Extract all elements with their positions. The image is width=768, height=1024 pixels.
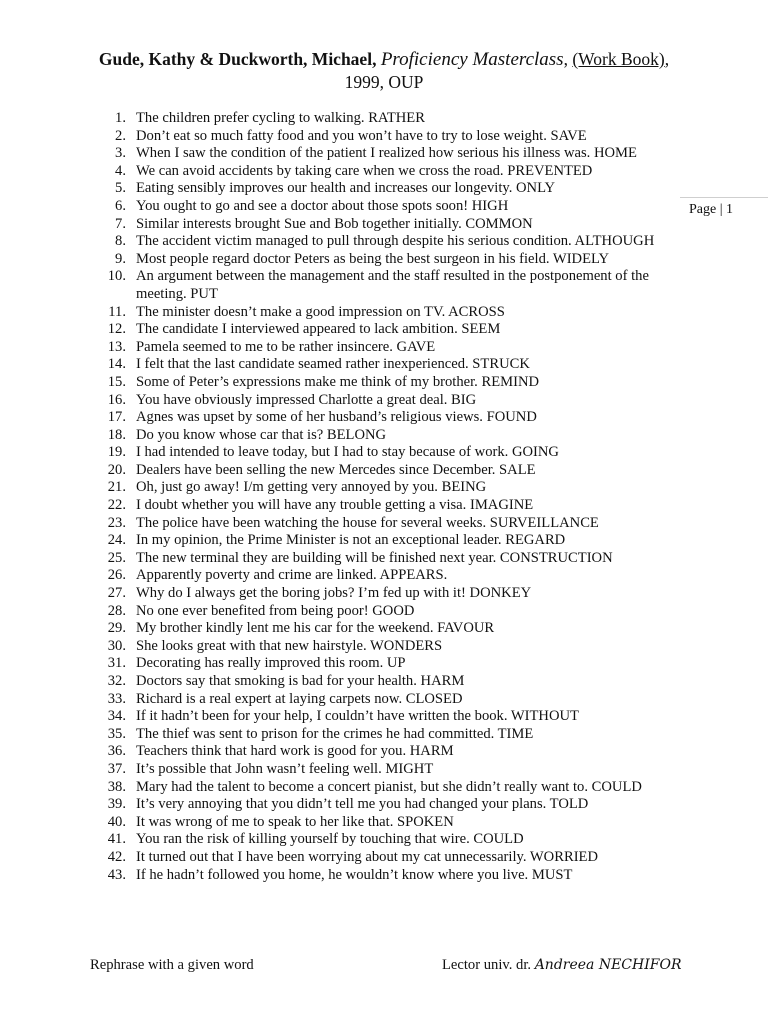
exercise-text: The accident victim managed to pull through despite his serious condition. ALTHOUGH bbox=[136, 233, 655, 250]
exercise-number: 33. bbox=[107, 690, 126, 707]
exercise-text: If it hadn’t been for your help, I couldn’t have written the book. WITHOUT bbox=[136, 708, 579, 725]
exercise-item bbox=[0, 233, 768, 251]
exercise-item bbox=[0, 356, 768, 374]
exercise-text: You ran the risk of killing yourself by touching that wire. COULD bbox=[136, 831, 524, 848]
exercise-number: 21. bbox=[107, 479, 126, 496]
exercise-number: 24. bbox=[107, 532, 126, 549]
exercise-item bbox=[0, 567, 768, 585]
exercise-number: 42. bbox=[107, 848, 126, 865]
citation-separator: , bbox=[563, 49, 568, 69]
exercise-text: Doctors say that smoking is bad for your health. HARM bbox=[136, 673, 465, 689]
exercise-item bbox=[0, 444, 768, 462]
exercise-item bbox=[0, 691, 768, 709]
exercise-text: I felt that the last candidate seamed rather inexperienced. STRUCK bbox=[136, 356, 530, 373]
exercise-number: 29. bbox=[107, 620, 126, 637]
exercise-item bbox=[0, 743, 768, 761]
footer-author bbox=[442, 957, 682, 974]
exercise-item bbox=[0, 849, 768, 867]
exercise-item bbox=[0, 585, 768, 603]
exercise-text: Pamela seemed to me to be rather insincere. GAVE bbox=[136, 338, 436, 355]
exercise-text: Why do I always get the boring jobs? I’m fed up with it! DONKEY bbox=[136, 585, 532, 602]
exercise-number: 35. bbox=[107, 725, 126, 742]
exercise-item bbox=[0, 479, 768, 497]
exercise-number: 6. bbox=[115, 197, 126, 214]
exercise-text: The new terminal they are building will be finished next year. CONSTRUCTION bbox=[136, 549, 613, 566]
exercise-text: An argument between the management and the staff resulted in the postponement of the meeting. PUT bbox=[136, 268, 649, 302]
exercise-item bbox=[0, 831, 768, 849]
exercise-number: 27. bbox=[107, 585, 126, 602]
exercise-number: 20. bbox=[107, 461, 126, 478]
exercise-text: She looks great with that new hairstyle. WONDERS bbox=[136, 637, 443, 654]
exercise-number: 22. bbox=[107, 497, 126, 514]
exercise-number: 7. bbox=[115, 215, 126, 232]
exercise-item bbox=[0, 814, 768, 832]
exercise-number: 5. bbox=[115, 180, 126, 197]
exercise-text: Richard is a real expert at laying carpets now. CLOSED bbox=[136, 690, 463, 707]
exercise-text: I had intended to leave today, but I had to stay because of work. GOING bbox=[136, 444, 559, 461]
exercise-item bbox=[0, 867, 768, 885]
exercise-text: It’s very annoying that you didn’t tell me you had changed your plans. TOLD bbox=[136, 796, 589, 813]
exercise-number: 37. bbox=[107, 760, 126, 777]
exercise-item bbox=[0, 427, 768, 445]
exercise-item bbox=[0, 180, 768, 198]
exercise-item bbox=[0, 110, 768, 128]
exercise-text: My brother kindly lent me his car for the weekend. FAVOUR bbox=[136, 620, 495, 637]
exercise-number: 23. bbox=[107, 514, 126, 531]
exercise-item bbox=[0, 198, 768, 216]
exercise-number: 38. bbox=[107, 778, 126, 795]
exercise-number: 39. bbox=[107, 796, 126, 813]
exercise-item bbox=[0, 321, 768, 339]
footer-instruction: Rephrase with a given word bbox=[90, 957, 254, 973]
exercise-text: Similar interests brought Sue and Bob together initially. COMMON bbox=[136, 215, 533, 232]
exercise-item bbox=[0, 708, 768, 726]
exercise-item bbox=[0, 145, 768, 163]
exercise-number: 41. bbox=[107, 831, 126, 848]
citation-separator: , bbox=[664, 49, 670, 69]
page-number: Page | 1 bbox=[689, 202, 734, 217]
exercise-text: Agnes was upset by some of her husband’s religious views. FOUND bbox=[136, 409, 537, 426]
exercise-number: 3. bbox=[115, 145, 126, 162]
exercise-number: 18. bbox=[107, 426, 126, 443]
exercise-item bbox=[0, 163, 768, 181]
exercise-text: Most people regard doctor Peters as being the best surgeon in his field. WIDELY bbox=[136, 250, 609, 267]
exercise-number: 2. bbox=[115, 127, 126, 144]
exercise-text: You ought to go and see a doctor about those spots soon! HIGH bbox=[136, 197, 509, 214]
exercise-text: Eating sensibly improves our health and increases our longevity. ONLY bbox=[136, 180, 556, 197]
exercise-number: 14. bbox=[107, 356, 126, 373]
exercise-number: 36. bbox=[107, 743, 126, 760]
exercise-item bbox=[0, 392, 768, 410]
exercise-item bbox=[0, 620, 768, 638]
exercise-text: The police have been watching the house for several weeks. SURVEILLANCE bbox=[136, 514, 599, 531]
exercise-text: I doubt whether you will have any trouble getting a visa. IMAGINE bbox=[136, 497, 534, 514]
exercise-item bbox=[0, 673, 768, 691]
exercise-item bbox=[0, 339, 768, 357]
exercise-number: 17. bbox=[107, 409, 126, 426]
exercise-number: 34. bbox=[107, 708, 126, 725]
exercise-text: The minister doesn’t make a good impression on TV. ACROSS bbox=[136, 303, 505, 320]
citation-line-1 bbox=[20, 48, 748, 71]
exercise-number: 30. bbox=[107, 637, 126, 654]
footer-author-title: Lector univ. dr. bbox=[442, 957, 532, 973]
exercise-item bbox=[0, 761, 768, 779]
exercise-item bbox=[0, 462, 768, 480]
exercise-item bbox=[0, 726, 768, 744]
exercise-item bbox=[0, 268, 768, 303]
exercise-number: 26. bbox=[107, 567, 126, 584]
exercise-item bbox=[0, 409, 768, 427]
exercise-number: 43. bbox=[107, 866, 126, 883]
exercise-item bbox=[0, 497, 768, 515]
citation-authors: Gude, Kathy & Duckworth, Michael, bbox=[98, 49, 377, 69]
exercise-text: The candidate I interviewed appeared to lack ambition. SEEM bbox=[136, 321, 501, 338]
exercise-number: 16. bbox=[107, 391, 126, 408]
exercise-text: The thief was sent to prison for the crimes he had committed. TIME bbox=[136, 725, 534, 742]
exercise-item bbox=[0, 550, 768, 568]
exercise-number: 10. bbox=[107, 268, 126, 285]
citation-edition: (Work Book) bbox=[572, 49, 665, 69]
exercise-number: 8. bbox=[115, 233, 126, 250]
exercise-text: Some of Peter’s expressions make me think of my brother. REMIND bbox=[136, 373, 540, 390]
citation-header bbox=[20, 48, 748, 93]
exercise-text: Do you know whose car that is? BELONG bbox=[136, 426, 387, 443]
exercise-number: 19. bbox=[107, 444, 126, 461]
exercise-item bbox=[0, 216, 768, 234]
citation-publication: 1999, OUP bbox=[344, 72, 424, 92]
citation-book-title: Proficiency Masterclass bbox=[380, 49, 564, 70]
exercise-number: 1. bbox=[115, 110, 126, 126]
exercise-number: 9. bbox=[115, 250, 126, 267]
exercise-text: Dealers have been selling the new Mercedes since December. SALE bbox=[136, 461, 536, 478]
exercise-text: Mary had the talent to become a concert pianist, but she didn’t really want to. COULD bbox=[136, 778, 642, 795]
exercise-text: It turned out that I have been worrying about my cat unnecessarily. WORRIED bbox=[136, 848, 599, 865]
exercise-text: We can avoid accidents by taking care when we cross the road. PREVENTED bbox=[136, 162, 593, 179]
exercise-item bbox=[0, 655, 768, 673]
exercise-text: Apparently poverty and crime are linked. APPEARS. bbox=[136, 567, 448, 584]
exercise-number: 28. bbox=[107, 602, 126, 619]
exercise-number: 11. bbox=[108, 303, 126, 320]
exercise-item bbox=[0, 796, 768, 814]
exercise-text: The children prefer cycling to walking. RATHER bbox=[136, 110, 425, 126]
exercise-number: 15. bbox=[107, 373, 126, 390]
exercise-item bbox=[0, 304, 768, 322]
exercise-text: You have obviously impressed Charlotte a great deal. BIG bbox=[136, 391, 477, 408]
exercise-number: 13. bbox=[107, 338, 126, 355]
exercise-text: Decorating has really improved this room. UP bbox=[136, 655, 406, 672]
exercise-number: 12. bbox=[107, 321, 126, 338]
exercise-text: In my opinion, the Prime Minister is not an exceptional leader. REGARD bbox=[136, 532, 566, 549]
exercise-number: 32. bbox=[107, 673, 126, 689]
exercise-text: It’s possible that John wasn’t feeling well. MIGHT bbox=[136, 760, 434, 777]
exercise-number: 4. bbox=[115, 162, 126, 179]
exercise-number: 31. bbox=[107, 655, 126, 672]
exercise-list bbox=[0, 110, 768, 884]
exercise-text: Teachers think that hard work is good for you. HARM bbox=[136, 743, 454, 760]
exercise-item bbox=[0, 638, 768, 656]
exercise-text: No one ever benefited from being poor! GOOD bbox=[136, 602, 415, 619]
exercise-number: 25. bbox=[107, 549, 126, 566]
exercise-item bbox=[0, 532, 768, 550]
exercise-text: Don’t eat so much fatty food and you won’t have to try to lose weight. SAVE bbox=[136, 127, 587, 144]
exercise-item bbox=[0, 515, 768, 533]
exercise-text: When I saw the condition of the patient I realized how serious his illness was. HOME bbox=[136, 145, 637, 162]
exercise-item bbox=[0, 128, 768, 146]
footer-author-name: Andreea NECHIFOR bbox=[534, 957, 682, 973]
exercise-item bbox=[0, 779, 768, 797]
exercise-text: If he hadn’t followed you home, he wouldn’t know where you live. MUST bbox=[136, 866, 573, 883]
exercise-item bbox=[0, 251, 768, 269]
exercise-text: It was wrong of me to speak to her like that. SPOKEN bbox=[136, 813, 454, 830]
exercise-item bbox=[0, 374, 768, 392]
exercise-item bbox=[0, 603, 768, 621]
exercise-text: Oh, just go away! I/m getting very annoyed by you. BEING bbox=[136, 479, 487, 496]
exercise-number: 40. bbox=[107, 813, 126, 830]
